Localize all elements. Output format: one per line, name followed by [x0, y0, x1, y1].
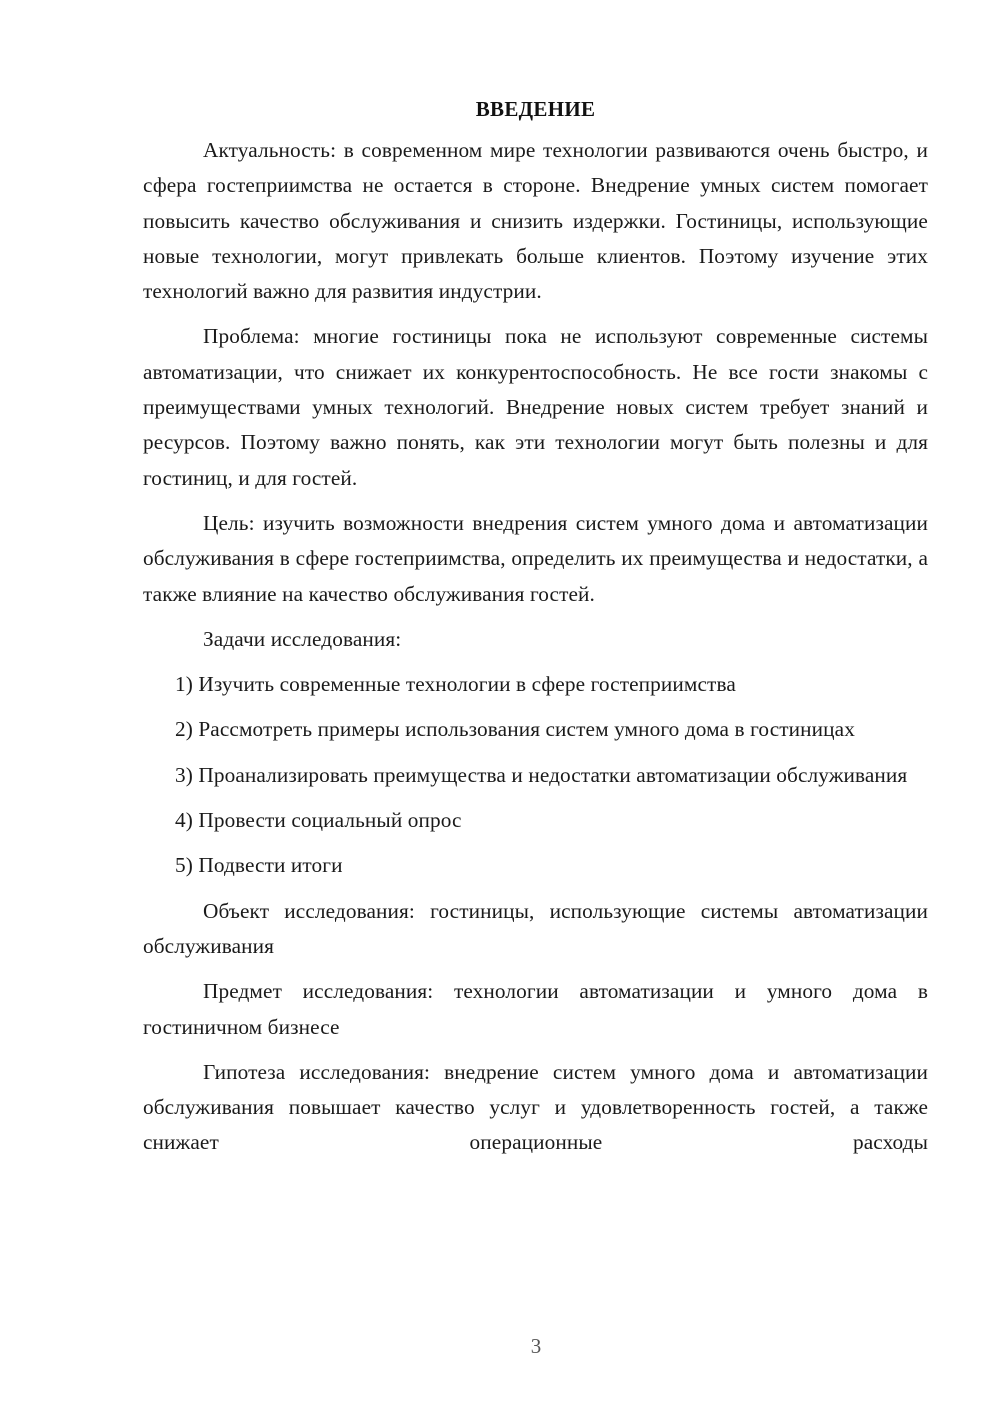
paragraph-subject: Предмет исследования: технологии автоматизации и умного дома в гостиничном бизнесе: [143, 979, 928, 1039]
paragraph-tasks-intro: Задачи исследования:: [203, 626, 402, 651]
task-item-4: 4) Провести социальный опрос: [175, 808, 462, 833]
paragraph-object: Объект исследования: гостиницы, использующие системы автоматизации обслуживания: [143, 898, 928, 958]
document-page: [143, 92, 928, 1161]
task-item-1: 1) Изучить современные технологии в сфере гостеприимства: [175, 672, 736, 697]
section-heading: ВВЕДЕНИЕ: [475, 97, 596, 121]
paragraph-hypothesis: Гипотеза исследования: внедрение систем умного дома и автоматизации обслуживания повышает качество услуг и удовлетворенность гостей, а также снижает операционные расходы: [143, 1059, 928, 1155]
page-number: 3: [530, 1334, 542, 1358]
task-item-2: 2) Рассмотреть примеры использования систем умного дома в гостиницах: [175, 717, 855, 742]
paragraph-relevance: Актуальность: в современном мире технологии развиваются очень быстро, и сфера гостеприимства не остается в стороне. Внедрение умных систем помогает повысить качество обслуживания и снизить издержки. Гостиницы, использующие новые технологии, могут привлекать больше клиентов. Поэтому изучение этих технологий важно для развития индустрии.: [143, 138, 928, 304]
task-item-3: 3) Проанализировать преимущества и недостатки автоматизации обслуживания: [175, 762, 908, 787]
paragraph-problem: Проблема: многие гостиницы пока не используют современные системы автоматизации, что снижает их конкурентоспособность. Не все гости знакомы с преимуществами умных технологий. Внедрение новых систем требует знаний и ресурсов. Поэтому важно понять, как эти технологии могут быть полезны и для гостиниц, и для гостей.: [143, 324, 928, 490]
paragraph-goal: Цель: изучить возможности внедрения систем умного дома и автоматизации обслуживания в сфере гостеприимства, определить их преимущества и недостатки, а также влияние на качество обслуживания гостей.: [143, 510, 928, 606]
task-item-5: 5) Подвести итоги: [175, 853, 343, 878]
